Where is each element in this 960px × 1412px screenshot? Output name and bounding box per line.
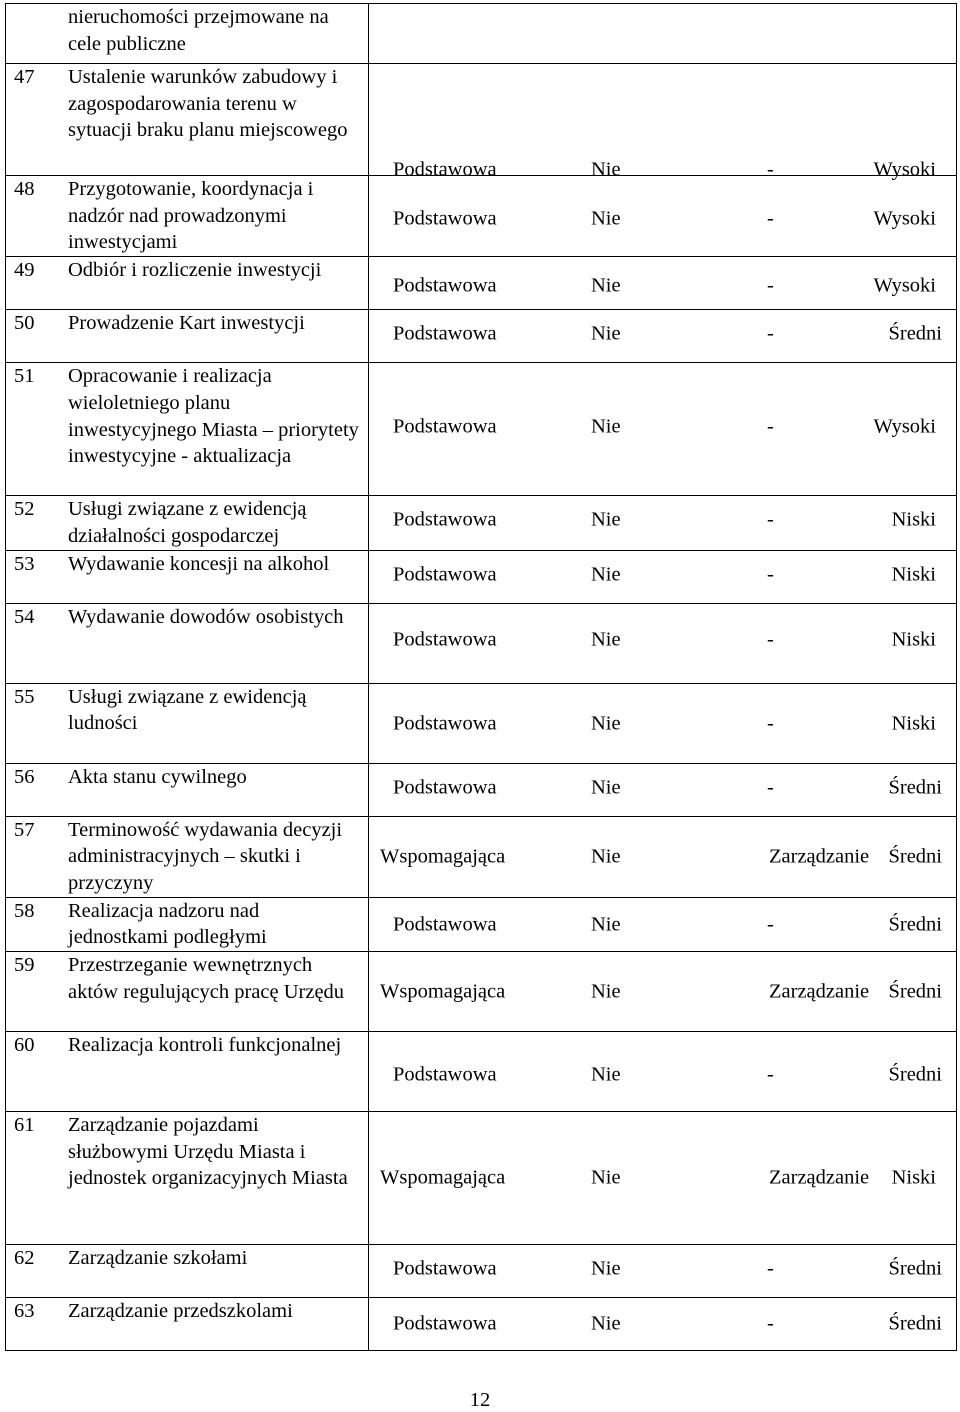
task-risk-level: Wysoki (873, 274, 936, 297)
task-description: Realizacja kontroli funkcjonalnej (68, 1034, 342, 1057)
task-area: Zarządzanie (769, 845, 870, 868)
table-row (6, 952, 957, 1032)
task-attributes-cell (369, 64, 957, 181)
task-risk-level: Niski (891, 628, 936, 651)
task-area: - (767, 1257, 774, 1280)
task-cell (6, 64, 369, 176)
task-flag: Nie (591, 322, 621, 345)
task-description: Prowadzenie Kart inwestycji (68, 312, 305, 335)
task-risk-level: Niski (891, 563, 936, 586)
task-area: - (767, 776, 774, 799)
task-type: Podstawowa (393, 274, 497, 297)
task-cell (6, 1298, 369, 1351)
task-description: nieruchomości przejmowane na cele publiczne (68, 6, 329, 55)
task-risk-level: Średni (888, 980, 942, 1003)
table-row (6, 64, 957, 176)
task-description: Wydawanie dowodów osobistych (68, 605, 344, 628)
table-row (6, 550, 957, 603)
task-cell (6, 1245, 369, 1298)
task-cell (6, 4, 369, 64)
task-flag: Nie (591, 845, 621, 868)
task-cell (6, 897, 369, 951)
task-flag: Nie (591, 508, 621, 531)
table-row (6, 1112, 957, 1245)
task-attributes-cell (369, 4, 957, 64)
table-row (6, 363, 957, 496)
table-row (6, 496, 957, 550)
task-cell (6, 683, 369, 763)
task-type: Podstawowa (393, 1312, 497, 1335)
task-number (6, 4, 68, 57)
task-cell (6, 310, 369, 363)
task-flag: Nie (591, 712, 621, 735)
task-number: 56 (14, 765, 35, 788)
table-row (6, 4, 957, 64)
task-flag: Nie (591, 207, 621, 230)
task-cell (6, 763, 369, 816)
task-description: Usługi związane z ewidencją ludności (68, 685, 307, 735)
task-flag: Nie (591, 1063, 621, 1086)
task-number: 61 (14, 1114, 35, 1137)
table-row (6, 603, 957, 683)
task-risk-level: Wysoki (873, 415, 936, 438)
table-row (6, 816, 957, 897)
table-row (6, 176, 957, 257)
task-flag: Nie (591, 980, 621, 1003)
task-attributes-cell (369, 897, 957, 951)
task-number: 63 (14, 1300, 35, 1323)
task-number: 50 (14, 312, 35, 335)
task-risk-level: Niski (891, 508, 936, 531)
task-area: - (767, 415, 774, 438)
task-area: - (767, 563, 774, 586)
task-number: 55 (14, 685, 35, 708)
task-flag: Nie (591, 1312, 621, 1335)
task-attributes-cell (369, 603, 957, 683)
task-attributes-cell (369, 1298, 957, 1351)
task-flag: Nie (591, 913, 621, 936)
task-attributes-cell (369, 550, 957, 603)
task-cell (6, 1112, 369, 1245)
task-cell (6, 176, 369, 257)
task-number: 47 (14, 66, 35, 88)
task-description: Opracowanie i realizacja wieloletniego planu inwestycyjnego Miasta – priorytety inwestycyjne - aktualizacja (68, 365, 359, 468)
task-attributes-cell (369, 763, 957, 816)
task-flag: Nie (591, 1257, 621, 1280)
task-risk-level: Niski (891, 712, 936, 735)
task-area: - (767, 1312, 774, 1335)
task-attributes-cell (369, 363, 957, 496)
task-number: 57 (14, 818, 35, 841)
task-area: - (767, 628, 774, 651)
task-cell (6, 952, 369, 1032)
task-type: Wspomagająca (380, 980, 506, 1003)
task-type: Podstawowa (393, 322, 497, 345)
task-type: Podstawowa (393, 776, 497, 799)
task-flag: Nie (591, 1166, 621, 1189)
task-attributes-cell (369, 816, 957, 897)
task-cell (6, 816, 369, 897)
task-number: 59 (14, 954, 35, 977)
task-attributes-cell (369, 952, 957, 1032)
table-row (6, 897, 957, 951)
task-risk-level: Średni (888, 1257, 942, 1280)
task-type: Podstawowa (393, 158, 497, 181)
task-area: - (767, 322, 774, 345)
task-type: Wspomagająca (380, 845, 506, 868)
task-attributes-cell (369, 176, 957, 257)
task-type: Podstawowa (393, 1257, 497, 1280)
task-description: Odbiór i rozliczenie inwestycji (68, 259, 322, 282)
task-number: 60 (14, 1034, 35, 1057)
task-risk-level: Niski (891, 1166, 936, 1189)
task-number: 62 (14, 1247, 35, 1270)
task-type: Wspomagająca (380, 1166, 506, 1189)
task-type: Podstawowa (393, 913, 497, 936)
task-description: Terminowość wydawania decyzji administracyjnych – skutki i przyczyny (68, 818, 343, 894)
task-cell (6, 603, 369, 683)
task-attributes-cell (369, 683, 957, 763)
task-description: Zarządzanie szkołami (68, 1247, 248, 1270)
task-type: Podstawowa (393, 508, 497, 531)
task-area: Zarządzanie (769, 980, 870, 1003)
page-number: 12 (469, 1389, 491, 1411)
task-area: - (767, 508, 774, 531)
task-type: Podstawowa (393, 563, 497, 586)
task-number: 48 (14, 178, 35, 200)
task-attributes-cell (369, 310, 957, 363)
task-description: Wydawanie koncesji na alkohol (68, 552, 330, 575)
table-row (6, 1245, 957, 1298)
task-cell (6, 1032, 369, 1112)
task-number: 49 (14, 259, 35, 282)
task-number: 53 (14, 552, 35, 575)
task-risk-level: Średni (888, 913, 942, 936)
table-row (6, 310, 957, 363)
table-row (6, 257, 957, 310)
task-area: - (767, 712, 774, 735)
task-risk-level: Średni (888, 776, 942, 799)
task-risk-level: Średni (888, 322, 942, 345)
task-cell (6, 257, 369, 310)
task-attributes-cell (369, 1112, 957, 1245)
table-row (6, 763, 957, 816)
task-area: - (767, 207, 774, 230)
task-flag: Nie (591, 274, 621, 297)
task-number: 52 (14, 498, 35, 521)
task-area: - (767, 158, 774, 181)
task-description: Akta stanu cywilnego (68, 765, 247, 788)
task-flag: Nie (591, 158, 621, 181)
task-description: Zarządzanie pojazdami służbowymi Urzędu Miasta i jednostek organizacyjnych Miasta (68, 1114, 348, 1190)
task-description: Zarządzanie przedszkolami (68, 1300, 293, 1323)
task-number: 58 (14, 899, 35, 922)
task-risk-level: Średni (888, 1312, 942, 1335)
task-risk-level: Wysoki (873, 158, 936, 181)
task-risk-level: Średni (888, 845, 942, 868)
task-flag: Nie (591, 776, 621, 799)
task-description: Usługi związane z ewidencją działalności gospodarczej (68, 498, 307, 547)
task-type: Podstawowa (393, 628, 497, 651)
task-cell (6, 363, 369, 496)
task-attributes-cell (369, 257, 957, 310)
task-type: Podstawowa (393, 415, 497, 438)
tasks-table (5, 3, 957, 1351)
task-risk-level: Wysoki (873, 207, 936, 230)
task-area: Zarządzanie (769, 1166, 870, 1189)
task-cell (6, 550, 369, 603)
table-row (6, 683, 957, 763)
task-area: - (767, 913, 774, 936)
task-number: 54 (14, 605, 35, 628)
task-description: Przygotowanie, koordynacja i nadzór nad prowadzonymi inwestycjami (68, 178, 314, 254)
table-row (6, 1032, 957, 1112)
task-type: Podstawowa (393, 712, 497, 735)
task-flag: Nie (591, 628, 621, 651)
task-description: Realizacja nadzoru nad jednostkami podległymi (68, 899, 267, 949)
table-row (6, 1298, 957, 1351)
task-description: Ustalenie warunków zabudowy i zagospodarowania terenu w sytuacji braku planu miejscowego (68, 66, 348, 142)
task-type: Podstawowa (393, 1063, 497, 1086)
task-description: Przestrzeganie wewnętrznych aktów regulujących pracę Urzędu (68, 954, 345, 1003)
task-number: 51 (14, 365, 35, 388)
task-cell (6, 496, 369, 550)
task-type: Podstawowa (393, 207, 497, 230)
task-area: - (767, 274, 774, 297)
task-attributes-cell (369, 496, 957, 550)
task-risk-level: Średni (888, 1063, 942, 1086)
task-flag: Nie (591, 415, 621, 438)
task-flag: Nie (591, 563, 621, 586)
task-area: - (767, 1063, 774, 1086)
task-attributes-cell (369, 1245, 957, 1298)
task-attributes-cell (369, 1032, 957, 1112)
